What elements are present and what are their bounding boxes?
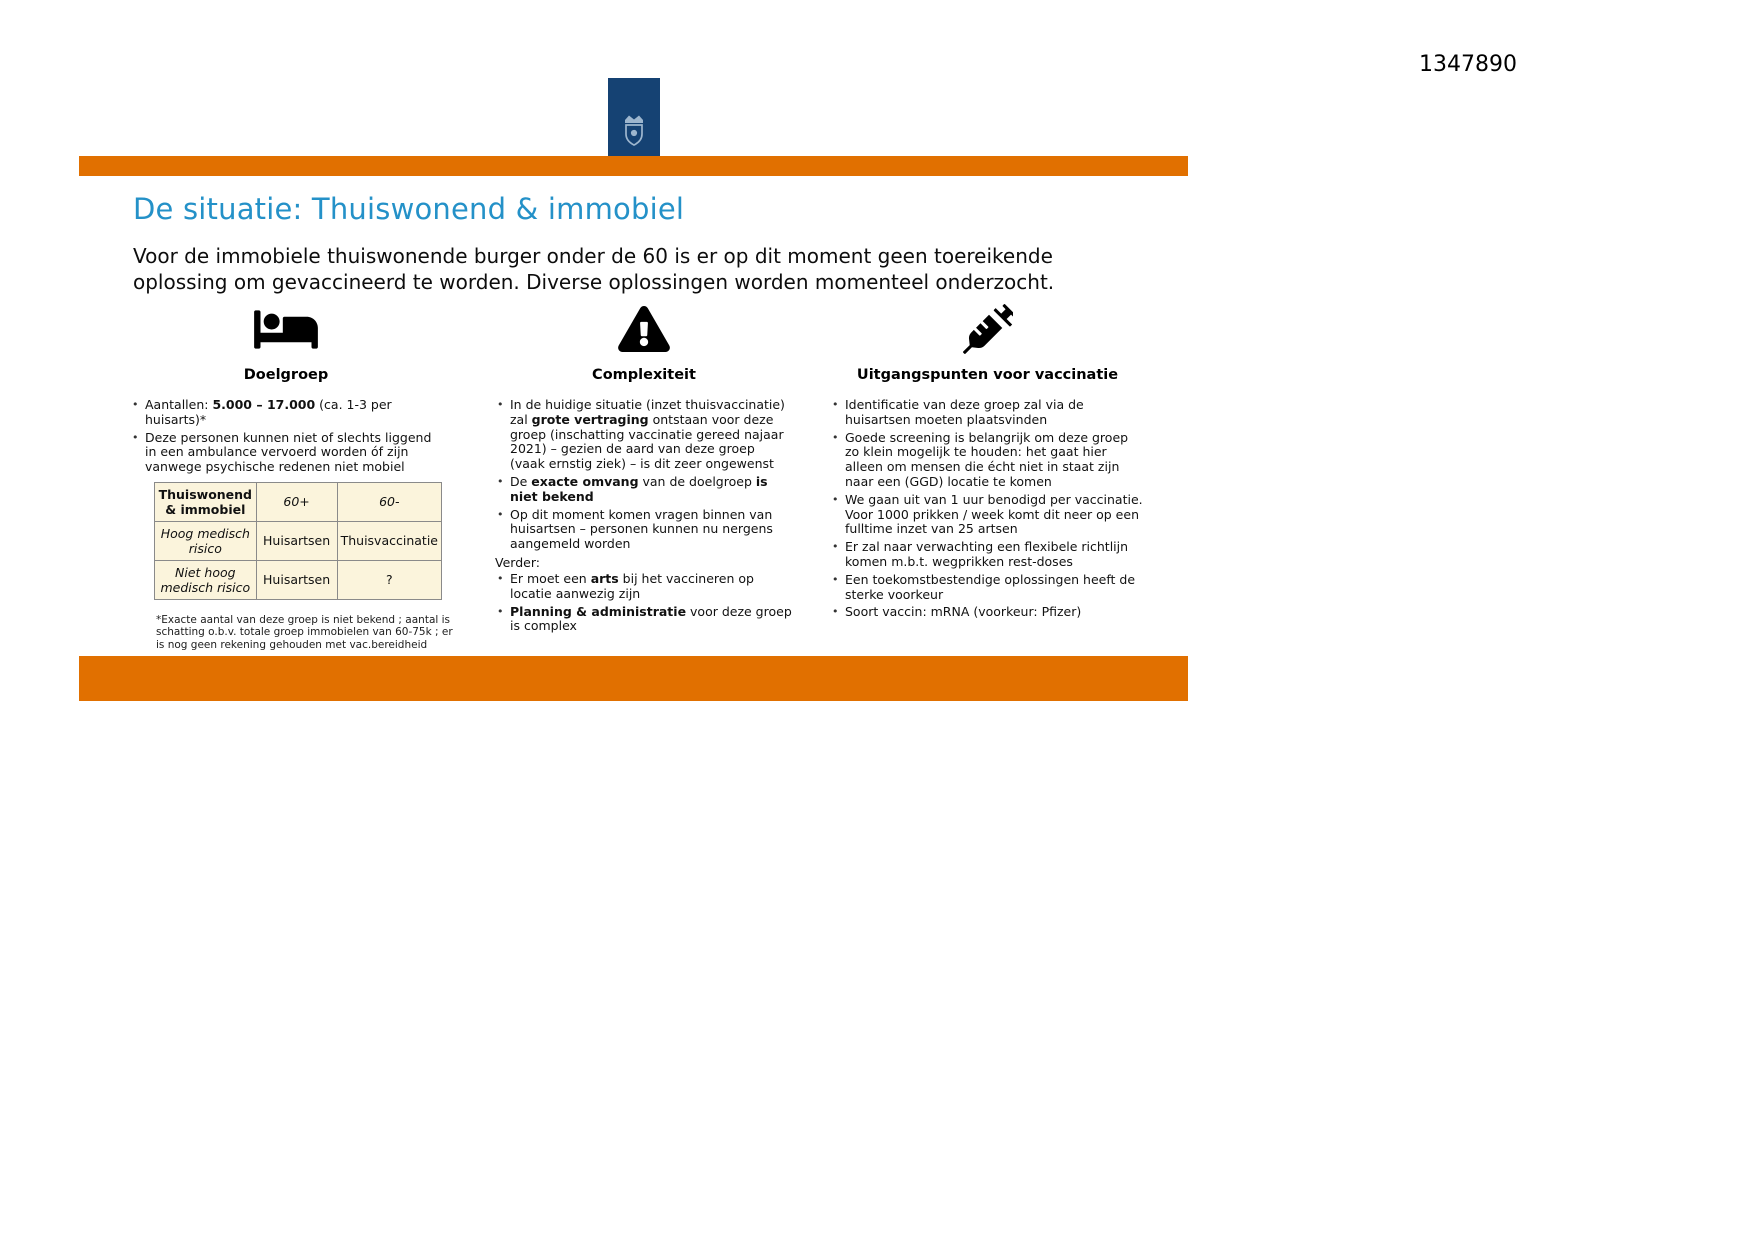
table-footnote: *Exacte aantal van deze groep is niet bekend ; aantal is schatting o.b.v. totale groep immobielen van 60-75k ; er is nog geen rekening gehouden met vac.bereidheid xyxy=(156,613,453,651)
table-cell: Huisartsen xyxy=(256,560,337,599)
warning-icon xyxy=(618,306,670,352)
bottom-accent-bar xyxy=(79,656,1188,701)
bullet-item: • Er zal naar verwachting een flexibele richtlijn komen m.b.t. wegprikken rest-doses xyxy=(830,540,1145,570)
table-cell-row-label: Niet hoog medisch risico xyxy=(155,560,257,599)
column-uitgangspunten xyxy=(830,300,1145,623)
table-cell-60minus: 60- xyxy=(337,482,441,521)
intro-line-1: Voor de immobiele thuiswonende burger onder de 60 is er op dit moment geen toereikende xyxy=(133,244,1053,268)
table-cell: Huisartsen xyxy=(256,521,337,560)
bullet-item: • In de huidige situatie (inzet thuisvaccinatie) zal grote vertraging ontstaan voor deze groep (inschatting vaccinatie gereed najaar 2021) – gezien de aard van deze groep (vaak ernstig ziek) – is dit zeer ongewenst xyxy=(495,398,793,472)
document-number: 1347890 xyxy=(1419,52,1517,77)
bullet-item: • Er moet een arts bij het vaccineren op locatie aanwezig zijn xyxy=(495,572,793,602)
table-cell-row-label: Hoog medisch risico xyxy=(155,521,257,560)
bullet-item: • We gaan uit van 1 uur benodigd per vaccinatie. Voor 1000 prikken / week komt dit neer op een fulltime inzet van 25 artsen xyxy=(830,493,1145,537)
table-header-row xyxy=(155,482,442,521)
column-icon-wrap xyxy=(830,300,1145,358)
table-cell: Thuisvaccinatie xyxy=(337,521,441,560)
column-title-doelgroep: Doelgroep xyxy=(243,367,329,383)
risk-table xyxy=(154,482,442,600)
bullet-item: • De exacte omvang van de doelgroep is niet bekend xyxy=(495,475,793,505)
bed-icon xyxy=(254,304,318,355)
column-icon-wrap xyxy=(130,300,442,358)
column-icon-wrap xyxy=(495,300,793,358)
verder-subheading: Verder: xyxy=(495,554,540,570)
bullet-item: • Identificatie van deze groep zal via de huisartsen moeten plaatsvinden xyxy=(830,398,1145,428)
rijksoverheid-emblem-icon xyxy=(621,113,647,149)
bullet-item: • Planning & administratie voor deze groep is complex xyxy=(495,605,793,635)
column-title-uitgangspunten: Uitgangspunten voor vaccinatie xyxy=(856,367,1119,383)
intro-line-2: oplossing om gevaccineerd te worden. Diverse oplossingen worden momenteel onderzocht. xyxy=(133,270,1055,294)
doelgroep-bullet-list xyxy=(130,398,442,475)
verder-bullet-list xyxy=(495,572,793,634)
table-cell: ? xyxy=(337,560,441,599)
table-row xyxy=(155,521,442,560)
column-doelgroep xyxy=(130,300,453,651)
intro-paragraph xyxy=(133,243,1054,295)
bullet-item: • Op dit moment komen vragen binnen van huisartsen – personen kunnen nu nergens aangemeld worden xyxy=(495,508,793,552)
slide-title: De situatie: Thuiswonend & immobiel xyxy=(133,192,685,226)
bullet-item: • Aantallen: 5.000 – 17.000 (ca. 1-3 per huisarts)* xyxy=(130,398,442,428)
rijksoverheid-logo xyxy=(608,78,660,156)
column-complexiteit xyxy=(495,300,793,637)
column-title-complexiteit: Complexiteit xyxy=(592,367,696,383)
bullet-item: • Deze personen kunnen niet of slechts liggend in een ambulance vervoerd worden óf zijn vanwege psychische redenen niet mobiel xyxy=(130,431,442,475)
top-accent-bar xyxy=(79,156,1188,176)
complexiteit-bullet-list xyxy=(495,398,793,552)
bullet-item: • Soort vaccin: mRNA (voorkeur: Pfizer) xyxy=(830,605,1145,620)
syringe-icon xyxy=(963,304,1013,354)
bullet-item: • Een toekomstbestendige oplossingen heeft de sterke voorkeur xyxy=(830,573,1145,603)
table-cell-corner: Thuiswonend & immobiel xyxy=(155,482,257,521)
bullet-item: • Goede screening is belangrijk om deze groep zo klein mogelijk te houden: het gaat hier alleen om mensen die écht niet in staat zijn naar een (GGD) locatie te komen xyxy=(830,431,1145,490)
table-cell-60plus: 60+ xyxy=(256,482,337,521)
uitgangspunten-bullet-list xyxy=(830,398,1145,620)
table-row xyxy=(155,560,442,599)
